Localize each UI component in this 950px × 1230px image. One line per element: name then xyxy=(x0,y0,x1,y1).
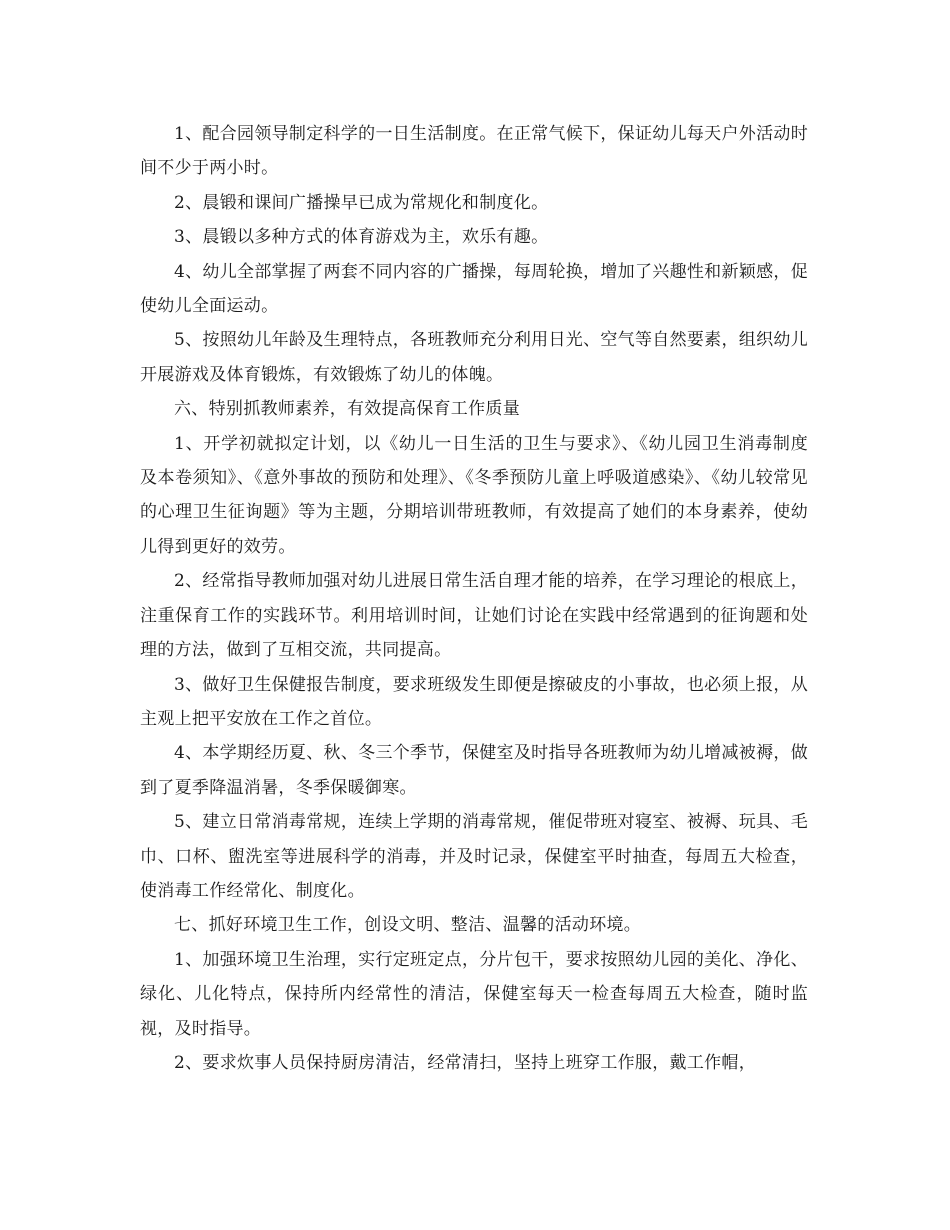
paragraph-6-2: 2、经常指导教师加强对幼儿进展日常生活自理才能的培养，在学习理论的根底上，注重保育工作的实践环节。利用培训时间，让她们讨论在实践中经常遇到的征询题和处理的方法，做到了互相交流，共同提高。 xyxy=(140,571,808,661)
paragraph-2: 2、晨锻和课间广播操早已成为常规化和制度化。 xyxy=(174,192,549,213)
document-body xyxy=(140,117,808,1080)
section-heading-7: 七、抓好环境卫生工作，创设文明、整洁、温馨的活动环境。 xyxy=(174,915,642,936)
paragraph-5: 5、按照幼儿年龄及生理特点，各班教师充分利用日光、空气等自然要素，组织幼儿开展游戏及体育锻炼，有效锻炼了幼儿的体魄。 xyxy=(140,330,808,385)
paragraph-4: 4、幼儿全部掌握了两套不同内容的广播操，每周轮换，增加了兴趣性和新颖感，促使幼儿全面运动。 xyxy=(140,261,808,317)
paragraph-6-4: 4、本学期经历夏、秋、冬三个季节，保健室及时指导各班教师为幼儿增减被褥，做到了夏季降温消暑，冬季保暖御寒。 xyxy=(140,743,808,798)
paragraph-6-1: 1、开学初就拟定计划，以《幼儿一日生活的卫生与要求》、《幼儿园卫生消毒制度及本卷须知》、《意外事故的预防和处理》、《冬季预防儿童上呼吸道感染》、《幼儿较常见的心理卫生征询题》等为主题，分期培训带班教师，有效提高了她们的本身素养，使幼儿得到更好的效劳。 xyxy=(140,433,808,557)
section-heading-6: 六、特别抓教师素养，有效提高保育工作质量 xyxy=(174,399,520,420)
paragraph-6-3: 3、做好卫生保健报告制度，要求班级发生即便是擦破皮的小事故，也必须上报，从主观上把平安放在工作之首位。 xyxy=(140,674,808,729)
paragraph-6-5: 5、建立日常消毒常规，连续上学期的消毒常规，催促带班对寝室、被褥、玩具、毛巾、口杯、盥洗室等进展科学的消毒，并及时记录，保健室平时抽查，每周五大检查，使消毒工作经常化、制度化。 xyxy=(140,812,808,901)
paragraph-1: 1、配合园领导制定科学的一日生活制度。在正常气候下，保证幼儿每天户外活动时间不少于两小时。 xyxy=(140,124,808,179)
paragraph-7-2: 2、要求炊事人员保持厨房清洁，经常清扫，坚持上班穿工作服，戴工作帽， xyxy=(174,1052,757,1073)
paragraph-3: 3、晨锻以多种方式的体育游戏为主，欢乐有趣。 xyxy=(174,227,549,248)
paragraph-7-1: 1、加强环境卫生治理，实行定班定点，分片包干，要求按照幼儿园的美化、净化、绿化、儿化特点，保持所内经常性的清洁，保健室每天一检查每周五大检查，随时监视，及时指导。 xyxy=(140,949,808,1039)
